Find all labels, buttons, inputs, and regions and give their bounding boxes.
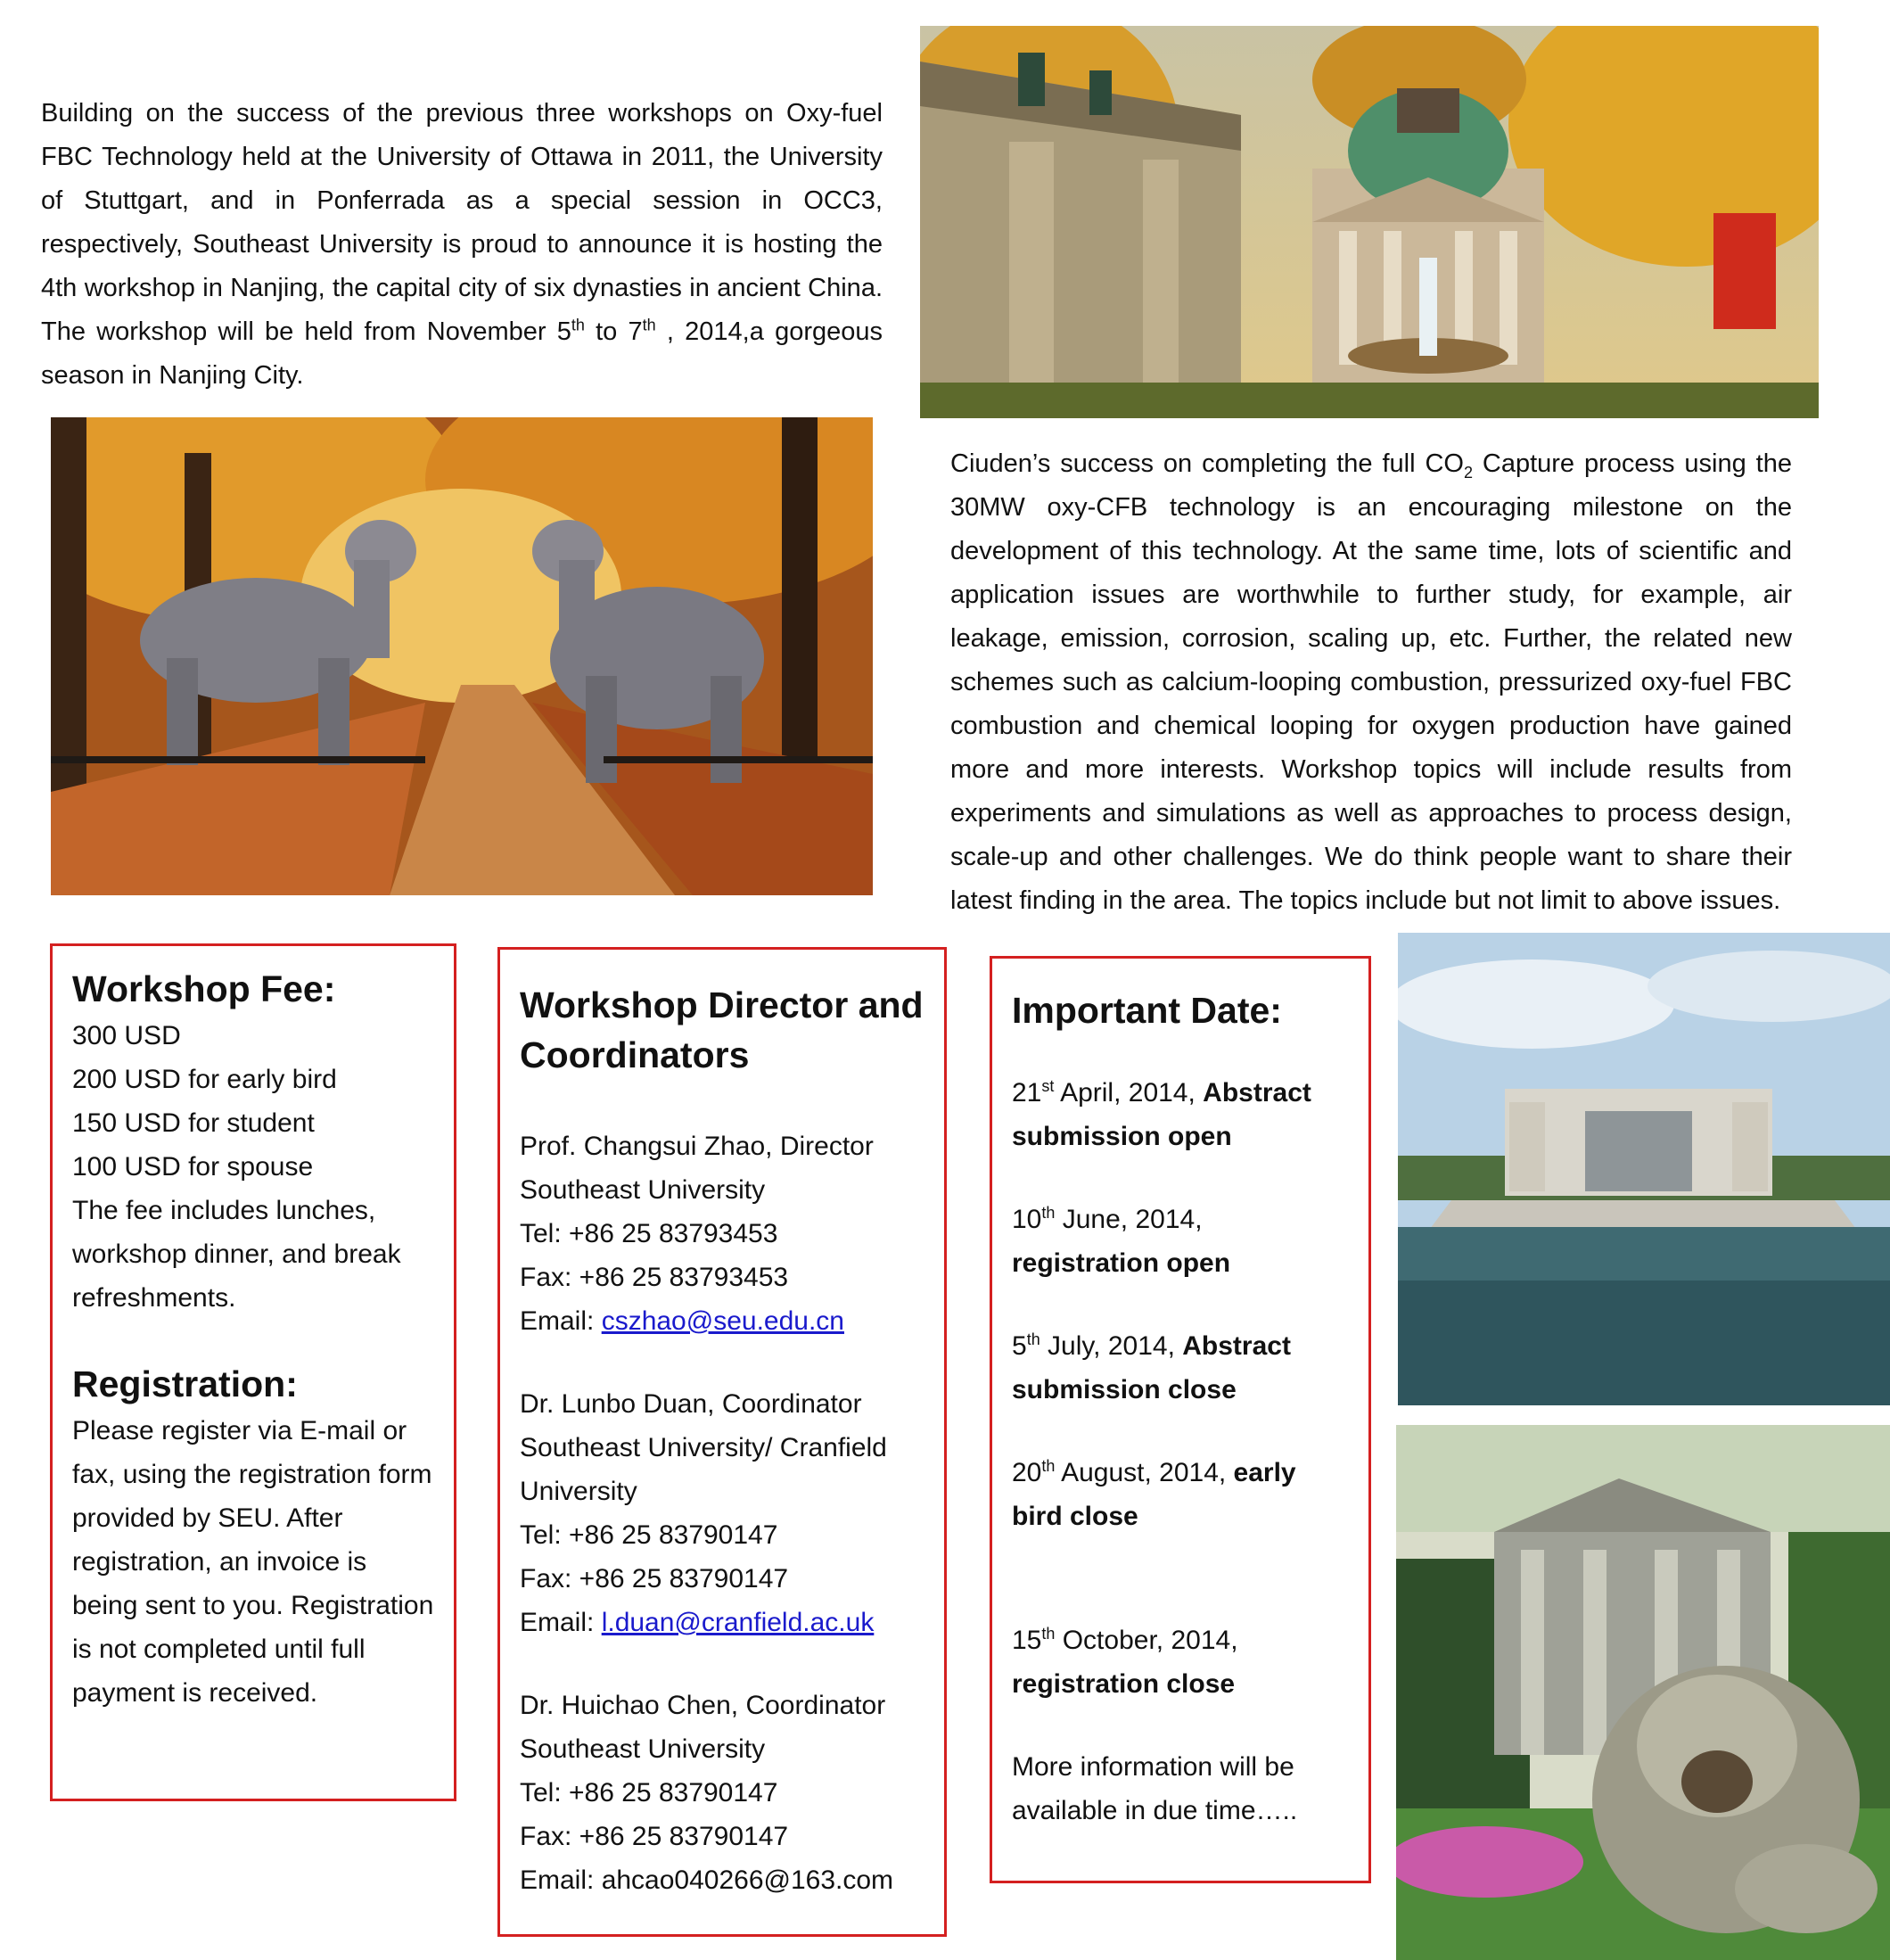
important-dates-box [990, 956, 1371, 1883]
date-event: registration open [1012, 1248, 1231, 1278]
date-day: 15 [1012, 1626, 1042, 1655]
date-event: Abstract submission close [1012, 1331, 1291, 1404]
registration-title: Registration: [72, 1363, 298, 1404]
person-email-row [520, 1858, 924, 1902]
date-suffix: th [1041, 1457, 1056, 1475]
date-item [1012, 1618, 1349, 1706]
ciuden-text-2: Capture process using the 30MW oxy-CFB technology is an encouraging milestone on the development of this technology. At the same time, lots of scientific and application issues are worthwhile to further study, for example, air leakage, emission, corrosion, scaling up, etc. Further, the related new schemes such as calcium-looping combustion, pressurized oxy-fuel FBC combustion and chemical looping for oxygen production have gained more and more interests. Workshop topics will include results from experiments and simulations as well as approaches to process design, scale-up and other challenges. We do think people want to share their latest finding in the area. The topics include but not limit to above issues. [950, 449, 1792, 915]
intro-sup-2: th [642, 316, 656, 334]
date-item [1012, 1451, 1349, 1538]
coordinator-contact [520, 1382, 924, 1644]
date-item [1012, 1198, 1349, 1285]
fee-line-standard: 300 USD [72, 1021, 181, 1050]
library-lake-photo [1398, 933, 1890, 1405]
person-affiliation: Southeast University [520, 1734, 766, 1764]
email-label: Email: [520, 1608, 602, 1637]
person-affiliation: Southeast University/ Cranfield University [520, 1433, 887, 1506]
date-day: 21 [1012, 1078, 1042, 1108]
date-event: early bird close [1012, 1458, 1296, 1531]
date-rest: October, 2014, [1055, 1626, 1238, 1655]
stone-camels-photo [51, 417, 873, 895]
email-plain: ahcao040266@163.com [601, 1865, 894, 1895]
date-event: Abstract submission open [1012, 1078, 1311, 1151]
fee-line-student: 150 USD for student [72, 1108, 315, 1138]
person-tel: Tel: +86 25 83790147 [520, 1520, 778, 1550]
person-fax: Fax: +86 25 83790147 [520, 1822, 789, 1851]
email-link-lduan[interactable]: l.duan@cranfield.ac.uk [601, 1608, 875, 1637]
person-affiliation: Southeast University [520, 1175, 766, 1205]
person-name: Prof. Changsui Zhao, Director [520, 1132, 874, 1161]
person-tel: Tel: +86 25 83790147 [520, 1778, 778, 1808]
date-suffix: st [1041, 1077, 1055, 1095]
email-label: Email: [520, 1306, 602, 1336]
person-email-row [520, 1299, 924, 1343]
person-fax: Fax: +86 25 83790147 [520, 1564, 789, 1594]
date-rest: April, 2014, [1054, 1078, 1204, 1108]
date-suffix: th [1041, 1204, 1056, 1222]
intro-sup-1: th [571, 316, 585, 334]
date-suffix: th [1041, 1625, 1056, 1643]
fee-line-early-bird: 200 USD for early bird [72, 1065, 337, 1094]
workshop-fee-box [50, 943, 456, 1801]
person-name: Dr. Huichao Chen, Coordinator [520, 1691, 886, 1720]
person-tel: Tel: +86 25 83793453 [520, 1219, 778, 1248]
director-contact [520, 1124, 924, 1343]
intro-text-2: to 7 [584, 317, 643, 346]
directors-box [497, 947, 947, 1937]
fee-line-spouse: 100 USD for spouse [72, 1152, 314, 1182]
date-day: 5 [1012, 1331, 1027, 1361]
fee-includes: The fee includes lunches, workshop dinner, and break refreshments. [72, 1196, 401, 1313]
date-day: 10 [1012, 1205, 1042, 1234]
stone-lion-photo [1396, 1425, 1890, 1960]
ciuden-sub: 2 [1463, 463, 1473, 482]
email-link-cszhao[interactable]: cszhao@seu.edu.cn [601, 1306, 844, 1336]
directors-title: Workshop Director and Coordinators [520, 984, 924, 1075]
ciuden-text-1: Ciuden’s success on completing the full CO [950, 449, 1464, 478]
date-event: registration close [1012, 1669, 1236, 1699]
important-dates-title: Important Date: [1012, 990, 1282, 1031]
date-day: 20 [1012, 1458, 1042, 1487]
intro-paragraph [41, 92, 883, 398]
date-item [1012, 1071, 1349, 1158]
person-email-row [520, 1601, 924, 1644]
date-item [1012, 1324, 1349, 1412]
date-rest: June, 2014, [1055, 1205, 1203, 1234]
workshop-fee-title: Workshop Fee: [72, 968, 336, 1009]
person-name: Dr. Lunbo Duan, Coordinator [520, 1389, 862, 1419]
intro-text-1: Building on the success of the previous three workshops on Oxy-fuel FBC Technology held at the University of Ottawa in 2011, the University of Stuttgart, and in Ponferrada as a special session in OCC3, respectively, Southeast University is proud to announce it is hosting the 4th workshop in Nanjing, the capital city of six dynasties in ancient China. The workshop will be held from November 5 [41, 99, 883, 346]
university-gate-photo [920, 26, 1819, 418]
intro-text-3: , 2014,a gorgeous season in Nanjing City. [41, 317, 883, 390]
ciuden-paragraph [950, 442, 1792, 923]
date-rest: July, 2014, [1040, 1331, 1183, 1361]
person-fax: Fax: +86 25 83793453 [520, 1263, 789, 1292]
email-label: Email: [520, 1865, 602, 1895]
date-suffix: th [1026, 1330, 1040, 1348]
coordinator-contact [520, 1684, 924, 1902]
registration-text: Please register via E-mail or fax, using the registration form provided by SEU. After registration, an invoice is being sent to you. Registration is not completed until full payment is received. [72, 1416, 434, 1708]
date-rest: August, 2014, [1055, 1458, 1234, 1487]
more-info: More information will be available in due time….. [1012, 1752, 1298, 1825]
